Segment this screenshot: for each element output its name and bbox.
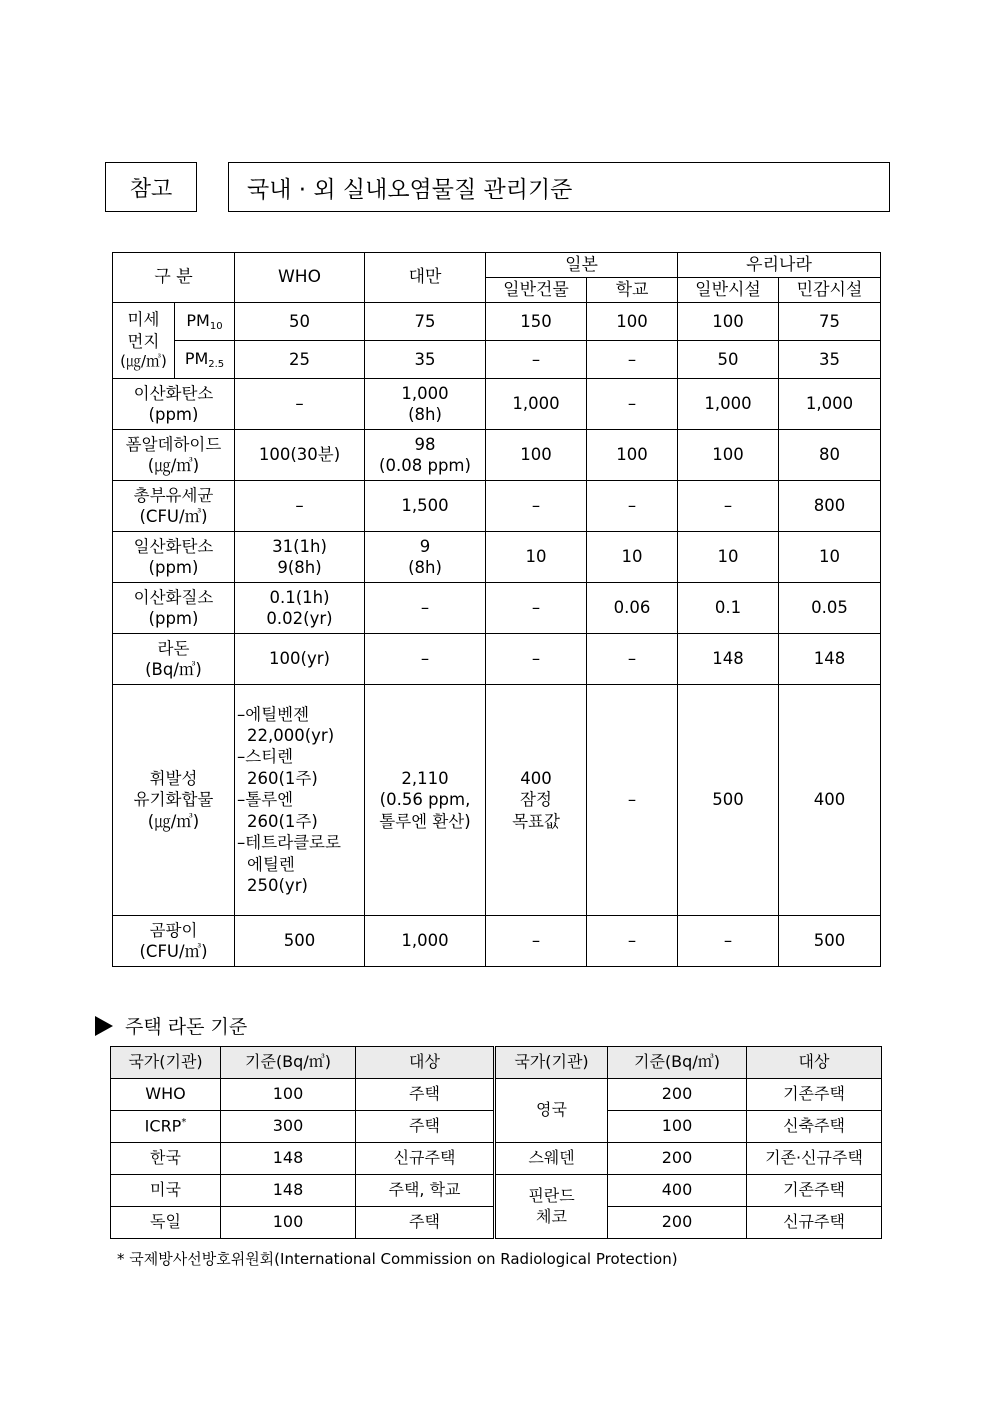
co2-taiwan [365,379,486,430]
radon-who: 100(yr) [235,634,365,685]
table-row-mold [113,916,881,967]
no2-jp-school: 0.06 [587,583,678,634]
co2-kr-sensitive: 1,000 [779,379,881,430]
radon-section-heading [95,1012,247,1039]
voc-jp-general-value: 400 [520,768,552,788]
table-row-no2 [113,583,881,634]
pm10-label [175,303,235,341]
voc-who-line: –에틸벤젠 [237,704,310,724]
co2-unit: (ppm) [148,405,199,424]
co-jp-school: 10 [587,532,678,583]
table-row [111,1143,882,1175]
voc-taiwan [365,685,486,916]
radon-jp-general: – [486,634,587,685]
target-finland-existing: 기존주택 [747,1175,882,1207]
header-standard-right: 기준(Bq/㎥) [608,1047,747,1079]
hcho-jp-general: 100 [486,430,587,481]
voc-name-1: 휘발성 [149,768,198,788]
co-who [235,532,365,583]
table-row-radon [113,634,881,685]
header-jp-school: 학교 [587,278,678,303]
header-who: WHO [235,253,365,303]
table-row-formaldehyde [113,430,881,481]
hcho-name: 폼알데하이드 [125,434,222,454]
target-usa: 주택, 학교 [356,1175,495,1207]
voc-who-line: 22,000(yr) [247,725,335,745]
mold-who: 500 [235,916,365,967]
target-icrp: 주택 [356,1111,495,1143]
standard-uk-new: 100 [608,1111,747,1143]
co2-category [113,379,235,430]
no2-who [235,583,365,634]
voc-jp-school: – [587,685,678,916]
hcho-taiwan-note: (0.08 ppm) [379,456,471,475]
hcho-taiwan [365,430,486,481]
voc-jp-general-note-1: 잠정 [520,790,552,810]
voc-who-line: 250(yr) [247,876,308,896]
table-row-pm25 [113,341,881,379]
country-icrp [111,1111,221,1143]
no2-jp-general: – [486,583,587,634]
table-row-co2 [113,379,881,430]
no2-kr-general: 0.1 [678,583,779,634]
pm10-label-text: PM [186,311,210,331]
voc-jp-general [486,685,587,916]
icrp-footnote-mark: * [181,1116,187,1128]
footnote: * 국제방사선방호위원회(International Commission on Radiological Protection) [117,1250,678,1268]
pm10-taiwan: 75 [365,303,486,341]
co2-taiwan-note: (8h) [408,405,442,424]
voc-category [113,685,235,916]
co-kr-general: 10 [678,532,779,583]
header-country-right: 국가(기관) [495,1047,608,1079]
no2-kr-sensitive: 0.05 [779,583,881,634]
pm10-who: 50 [235,303,365,341]
pm25-label-sub: 2.5 [208,359,225,371]
table-row-bacteria [113,481,881,532]
voc-jp-general-note-2: 목표값 [512,811,560,831]
bacteria-jp-school: – [587,481,678,532]
header-target-left: 대상 [356,1047,495,1079]
pm-name-line2: 먼지 [127,331,160,351]
bacteria-who: – [235,481,365,532]
bacteria-kr-sensitive: 800 [779,481,881,532]
header-japan: 일본 [486,253,678,278]
voc-taiwan-note-1: (0.56 ppm, [379,790,471,810]
co-taiwan-note: (8h) [408,558,442,577]
radon-kr-sensitive: 148 [779,634,881,685]
table-row [111,1079,882,1111]
pm10-label-sub: 10 [209,321,223,333]
voc-taiwan-note-2: 톨루엔 환산) [379,811,471,831]
standard-icrp: 300 [221,1111,356,1143]
radon-header-row [111,1047,882,1079]
bacteria-unit: (CFU/㎥) [139,507,208,526]
indoor-pollutant-standards-table [112,252,881,967]
co2-kr-general: 1,000 [678,379,779,430]
target-uk-existing: 기존주택 [747,1079,882,1111]
co2-name: 이산화탄소 [133,383,214,403]
radon-taiwan: – [365,634,486,685]
page-title-text: 국내 · 외 실내오염물질 관리기준 [247,176,573,203]
reference-label-text: 참고 [129,176,173,202]
mold-taiwan: 1,000 [365,916,486,967]
country-who: WHO [111,1079,221,1111]
pm25-kr-general: 50 [678,341,779,379]
co-taiwan-value: 9 [419,536,431,556]
target-germany: 주택 [356,1207,495,1239]
header-kr-sensitive: 민감시설 [779,278,881,303]
header-standard-left: 기준(Bq/㎥) [221,1047,356,1079]
header-country-left: 국가(기관) [111,1047,221,1079]
standard-uk-existing: 200 [608,1079,747,1111]
header-target-right: 대상 [747,1047,882,1079]
radon-section-heading-text: 주택 라돈 기준 [125,1016,248,1038]
bacteria-jp-general: – [486,481,587,532]
pm25-label [175,341,235,379]
voc-who-line: –테트라클로로 [237,833,341,853]
co-unit: (ppm) [148,558,199,577]
voc-who [235,685,365,916]
target-korea: 신규주택 [356,1143,495,1175]
pm25-jp-school: – [587,341,678,379]
radon-unit: (Bq/㎥) [145,660,202,679]
mold-kr-sensitive: 500 [779,916,881,967]
table-row-pm10 [113,303,881,341]
standard-who: 100 [221,1079,356,1111]
header-row-1 [113,253,881,278]
pm-name-line1: 미세 [127,310,160,330]
country-finland: 핀란드 [528,1185,575,1205]
target-who: 주택 [356,1079,495,1111]
pm10-jp-general: 150 [486,303,587,341]
hcho-kr-sensitive: 80 [779,430,881,481]
country-germany: 독일 [111,1207,221,1239]
hcho-category [113,430,235,481]
co2-jp-general: 1,000 [486,379,587,430]
pm10-jp-school: 100 [587,303,678,341]
country-finland-czech [495,1175,608,1239]
standard-sweden: 200 [608,1143,747,1175]
table-row [111,1175,882,1207]
pm25-taiwan: 35 [365,341,486,379]
co-who-8h: 9(8h) [277,558,322,577]
co2-jp-school: – [587,379,678,430]
residential-radon-table [110,1046,882,1239]
table-row-voc [113,685,881,916]
pm25-who: 25 [235,341,365,379]
no2-taiwan: – [365,583,486,634]
bacteria-kr-general: – [678,481,779,532]
co-taiwan [365,532,486,583]
header-kr-general: 일반시설 [678,278,779,303]
page-title [228,162,890,212]
pm25-kr-sensitive: 35 [779,341,881,379]
mold-unit: (CFU/㎥) [139,942,208,961]
mold-name: 곰팡이 [149,920,198,940]
co2-who: – [235,379,365,430]
country-uk: 영국 [495,1079,608,1143]
standard-finland-new: 200 [608,1207,747,1239]
pm25-jp-general: – [486,341,587,379]
country-usa: 미국 [111,1175,221,1207]
radon-jp-school: – [587,634,678,685]
voc-who-line: –스티렌 [237,747,294,767]
no2-who-1h: 0.1(1h) [269,587,330,607]
hcho-jp-school: 100 [587,430,678,481]
country-sweden: 스웨덴 [495,1143,608,1175]
voc-who-line: 에틸렌 [247,854,295,874]
header-korea: 우리나라 [678,253,881,278]
radon-category [113,634,235,685]
mold-jp-school: – [587,916,678,967]
target-finland-new: 신규주택 [747,1207,882,1239]
bacteria-category [113,481,235,532]
no2-who-yr: 0.02(yr) [266,609,333,628]
voc-who-line: 260(1주) [247,768,318,788]
reference-label [105,162,197,212]
country-icrp-text: ICRP [144,1116,182,1136]
hcho-taiwan-value: 98 [414,434,436,454]
mold-category [113,916,235,967]
voc-kr-general: 500 [678,685,779,916]
bacteria-taiwan: 1,500 [365,481,486,532]
header-jp-general: 일반건물 [486,278,587,303]
radon-kr-general: 148 [678,634,779,685]
standard-finland-existing: 400 [608,1175,747,1207]
country-korea: 한국 [111,1143,221,1175]
co-who-1h: 31(1h) [272,536,327,556]
country-czech: 체코 [536,1206,567,1226]
hcho-unit: (㎍/㎥) [147,456,200,475]
header-taiwan: 대만 [365,253,486,303]
voc-unit: (㎍/㎥) [147,811,200,831]
table-row-co [113,532,881,583]
voc-taiwan-value: 2,110 [401,768,449,788]
mold-jp-general: – [486,916,587,967]
radon-name: 라돈 [157,638,190,658]
bacteria-name: 총부유세균 [133,485,214,505]
co-name: 일산화탄소 [133,536,214,556]
standard-korea: 148 [221,1143,356,1175]
voc-who-line: 260(1주) [247,811,318,831]
pm10-kr-general: 100 [678,303,779,341]
no2-name: 이산화질소 [133,587,214,607]
standard-germany: 100 [221,1207,356,1239]
no2-unit: (ppm) [148,609,199,628]
pm-category-cell [113,303,175,379]
voc-name-2: 유기화합물 [133,790,214,810]
co-category [113,532,235,583]
hcho-who: 100(30분) [235,430,365,481]
co-jp-general: 10 [486,532,587,583]
pm25-label-text: PM [184,349,209,369]
pm-unit: (㎍/㎥) [120,352,167,371]
triangle-bullet-icon [95,1016,113,1036]
mold-kr-general: – [678,916,779,967]
no2-category [113,583,235,634]
pm10-kr-sensitive: 75 [779,303,881,341]
header-category: 구 분 [113,253,235,303]
voc-who-line: –톨루엔 [237,790,294,810]
co-kr-sensitive: 10 [779,532,881,583]
voc-kr-sensitive: 400 [779,685,881,916]
target-uk-new: 신축주택 [747,1111,882,1143]
hcho-kr-general: 100 [678,430,779,481]
standard-usa: 148 [221,1175,356,1207]
co2-taiwan-value: 1,000 [401,383,449,403]
target-sweden: 기존·신규주택 [747,1143,882,1175]
